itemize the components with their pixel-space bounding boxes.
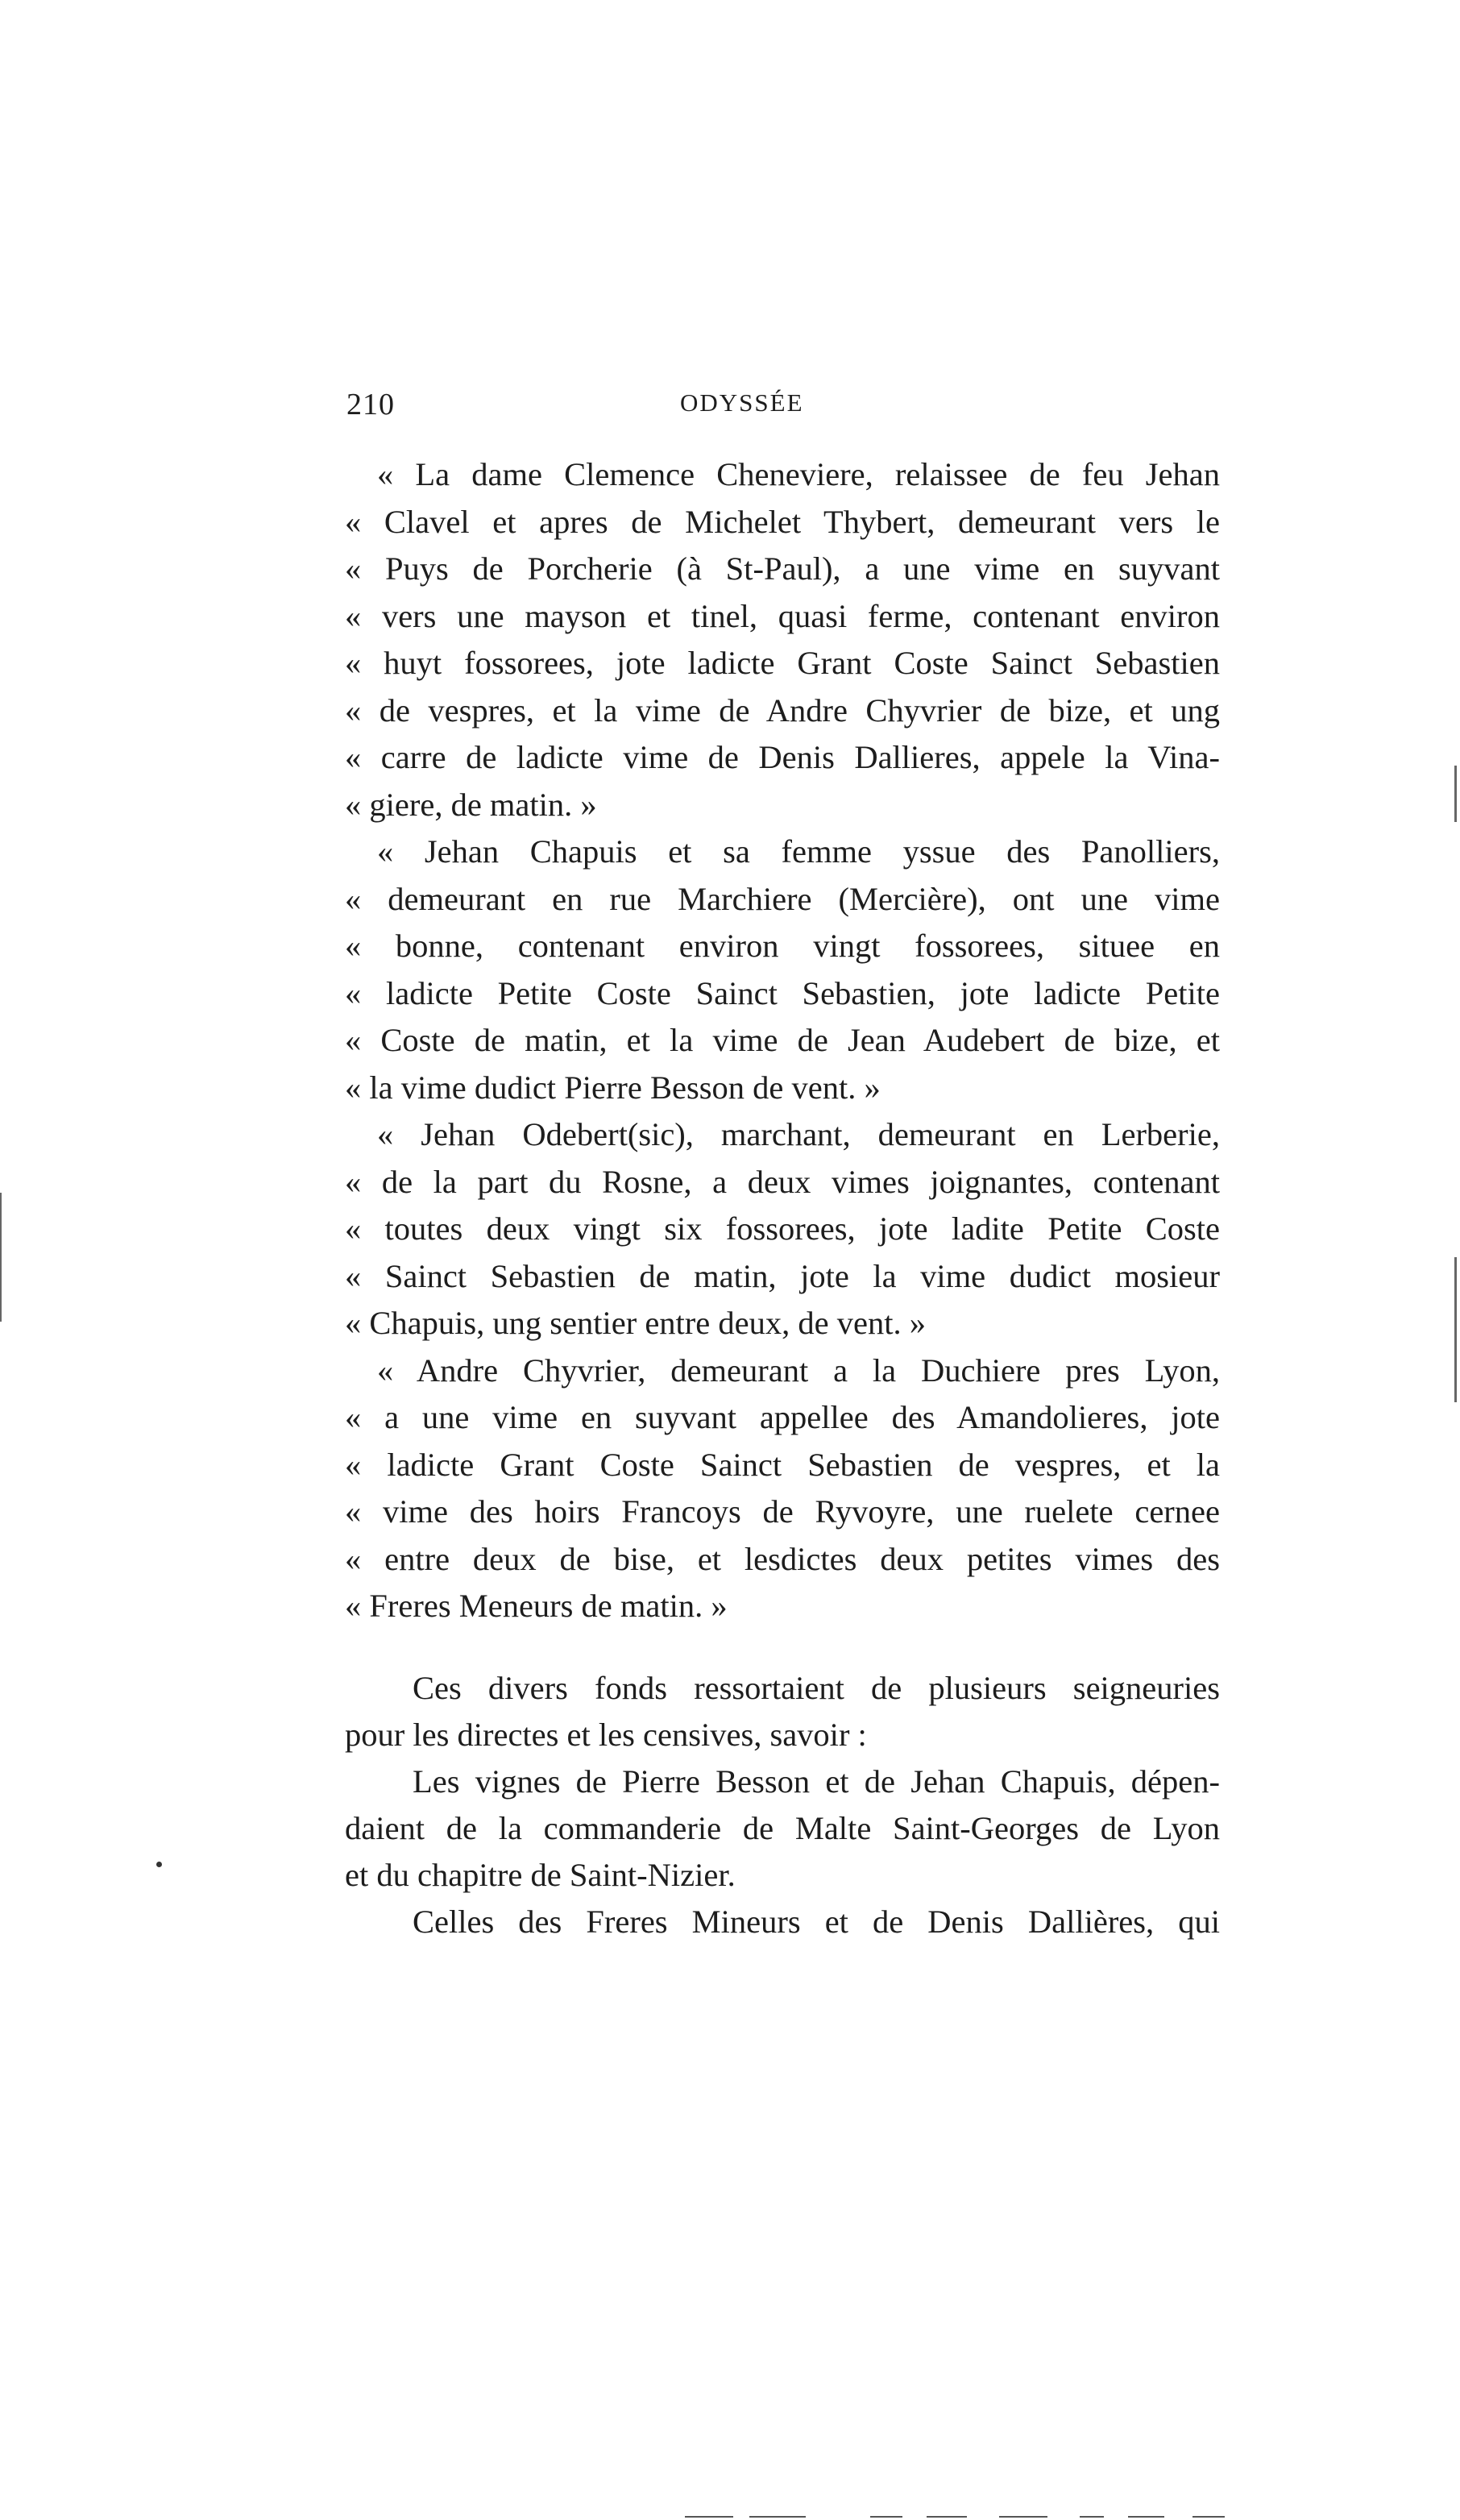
- text-line: « Jehan Odebert(sic), marchant, demeurant en Lerberie,: [377, 1116, 1220, 1152]
- text-line: « de la part du Rosne, a deux vimes joignantes, contenant: [345, 1163, 1220, 1200]
- text-line: Celles des Freres Mineurs et de Denis Dallières, qui: [413, 1903, 1220, 1940]
- running-title: ODYSSÉE: [680, 388, 804, 417]
- text-line: « demeurant en rue Marchiere (Mercière), ont une vime: [345, 880, 1220, 917]
- scan-edge-mark: [1454, 1257, 1457, 1402]
- scan-dash: [1128, 2516, 1164, 2518]
- quote-paragraph: [345, 451, 1220, 828]
- scan-dash: [999, 2516, 1047, 2518]
- text-line: et du chapitre de Saint-Nizier.: [345, 1857, 736, 1893]
- text-line: « ladicte Petite Coste Sainct Sebastien, jote ladicte Petite: [345, 974, 1220, 1011]
- page-number: 210: [346, 388, 395, 421]
- text-line: « huyt fossorees, jote ladicte Grant Coste Sainct Sebastien: [345, 645, 1220, 681]
- paragraph: [345, 1899, 1220, 1945]
- text-line: « toutes deux vingt six fossorees, jote ladite Petite Coste: [345, 1210, 1220, 1247]
- paragraph: [345, 1665, 1220, 1758]
- text-line: « Freres Meneurs de matin. »: [345, 1588, 728, 1624]
- scan-speck: [156, 1862, 162, 1867]
- quote-paragraph: [345, 1111, 1220, 1347]
- scan-dash: [685, 2516, 733, 2518]
- scan-edge-mark: [1454, 766, 1457, 822]
- scan-dash: [927, 2516, 967, 2518]
- text-line: « Jehan Chapuis et sa femme yssue des Panolliers,: [377, 833, 1220, 870]
- quoted-records: [345, 451, 1220, 1630]
- text-line: « Sainct Sebastien de matin, jote la vime dudict mosieur: [345, 1257, 1220, 1294]
- text-line: « entre deux de bise, et lesdictes deux petites vimes des: [345, 1540, 1220, 1577]
- text-line: « giere, de matin. »: [345, 786, 597, 823]
- text-line: « ladicte Grant Coste Sainct Sebastien de vespres, et la: [345, 1446, 1220, 1483]
- scan-dash: [1080, 2516, 1104, 2518]
- scan-edge-mark: [0, 1193, 2, 1322]
- body-text: [345, 1665, 1220, 1945]
- text-line: « carre de ladicte vime de Denis Dallieres, appele la Vina-: [345, 739, 1220, 775]
- text-line: « bonne, contenant environ vingt fossorees, situee en: [345, 928, 1220, 964]
- scan-dash: [870, 2516, 902, 2518]
- text-line: « vers une mayson et tinel, quasi ferme, contenant environ: [345, 597, 1220, 634]
- text-line: « la vime dudict Pierre Besson de vent. »: [345, 1069, 881, 1106]
- text-line: « de vespres, et la vime de Andre Chyvrier de bize, et ung: [345, 691, 1220, 729]
- text-line: « Coste de matin, et la vime de Jean Audebert de bize, et: [345, 1022, 1220, 1058]
- text-line: « vime des hoirs Francoys de Ryvoyre, une ruelete cernee: [345, 1493, 1220, 1530]
- text-line: Les vignes de Pierre Besson et de Jehan Chapuis, dépen-: [413, 1763, 1220, 1800]
- paragraph: [345, 1758, 1220, 1899]
- text-line: daient de la commanderie de Malte Saint-Georges de Lyon: [345, 1810, 1220, 1846]
- text-line: « Puys de Porcherie (à St-Paul), a une vime en suyvant: [345, 550, 1220, 587]
- text-line: Ces divers fonds ressortaient de plusieurs seigneuries: [413, 1670, 1220, 1706]
- text-line: pour les directes et les censives, savoir :: [345, 1717, 867, 1753]
- scan-dash: [749, 2516, 806, 2518]
- quote-paragraph: [345, 828, 1220, 1111]
- text-line: « a une vime en suyvant appellee des Amandolieres, jote: [345, 1399, 1220, 1435]
- text-line: « Chapuis, ung sentier entre deux, de vent. »: [345, 1305, 926, 1341]
- text-line: « Andre Chyvrier, demeurant a la Duchiere pres Lyon,: [377, 1351, 1220, 1389]
- text-line: « Clavel et apres de Michelet Thybert, demeurant vers le: [345, 503, 1220, 540]
- quote-paragraph: [345, 1347, 1220, 1630]
- text-line: « La dame Clemence Cheneviere, relaissee de feu Jehan: [377, 456, 1220, 492]
- scan-dash: [1192, 2516, 1225, 2518]
